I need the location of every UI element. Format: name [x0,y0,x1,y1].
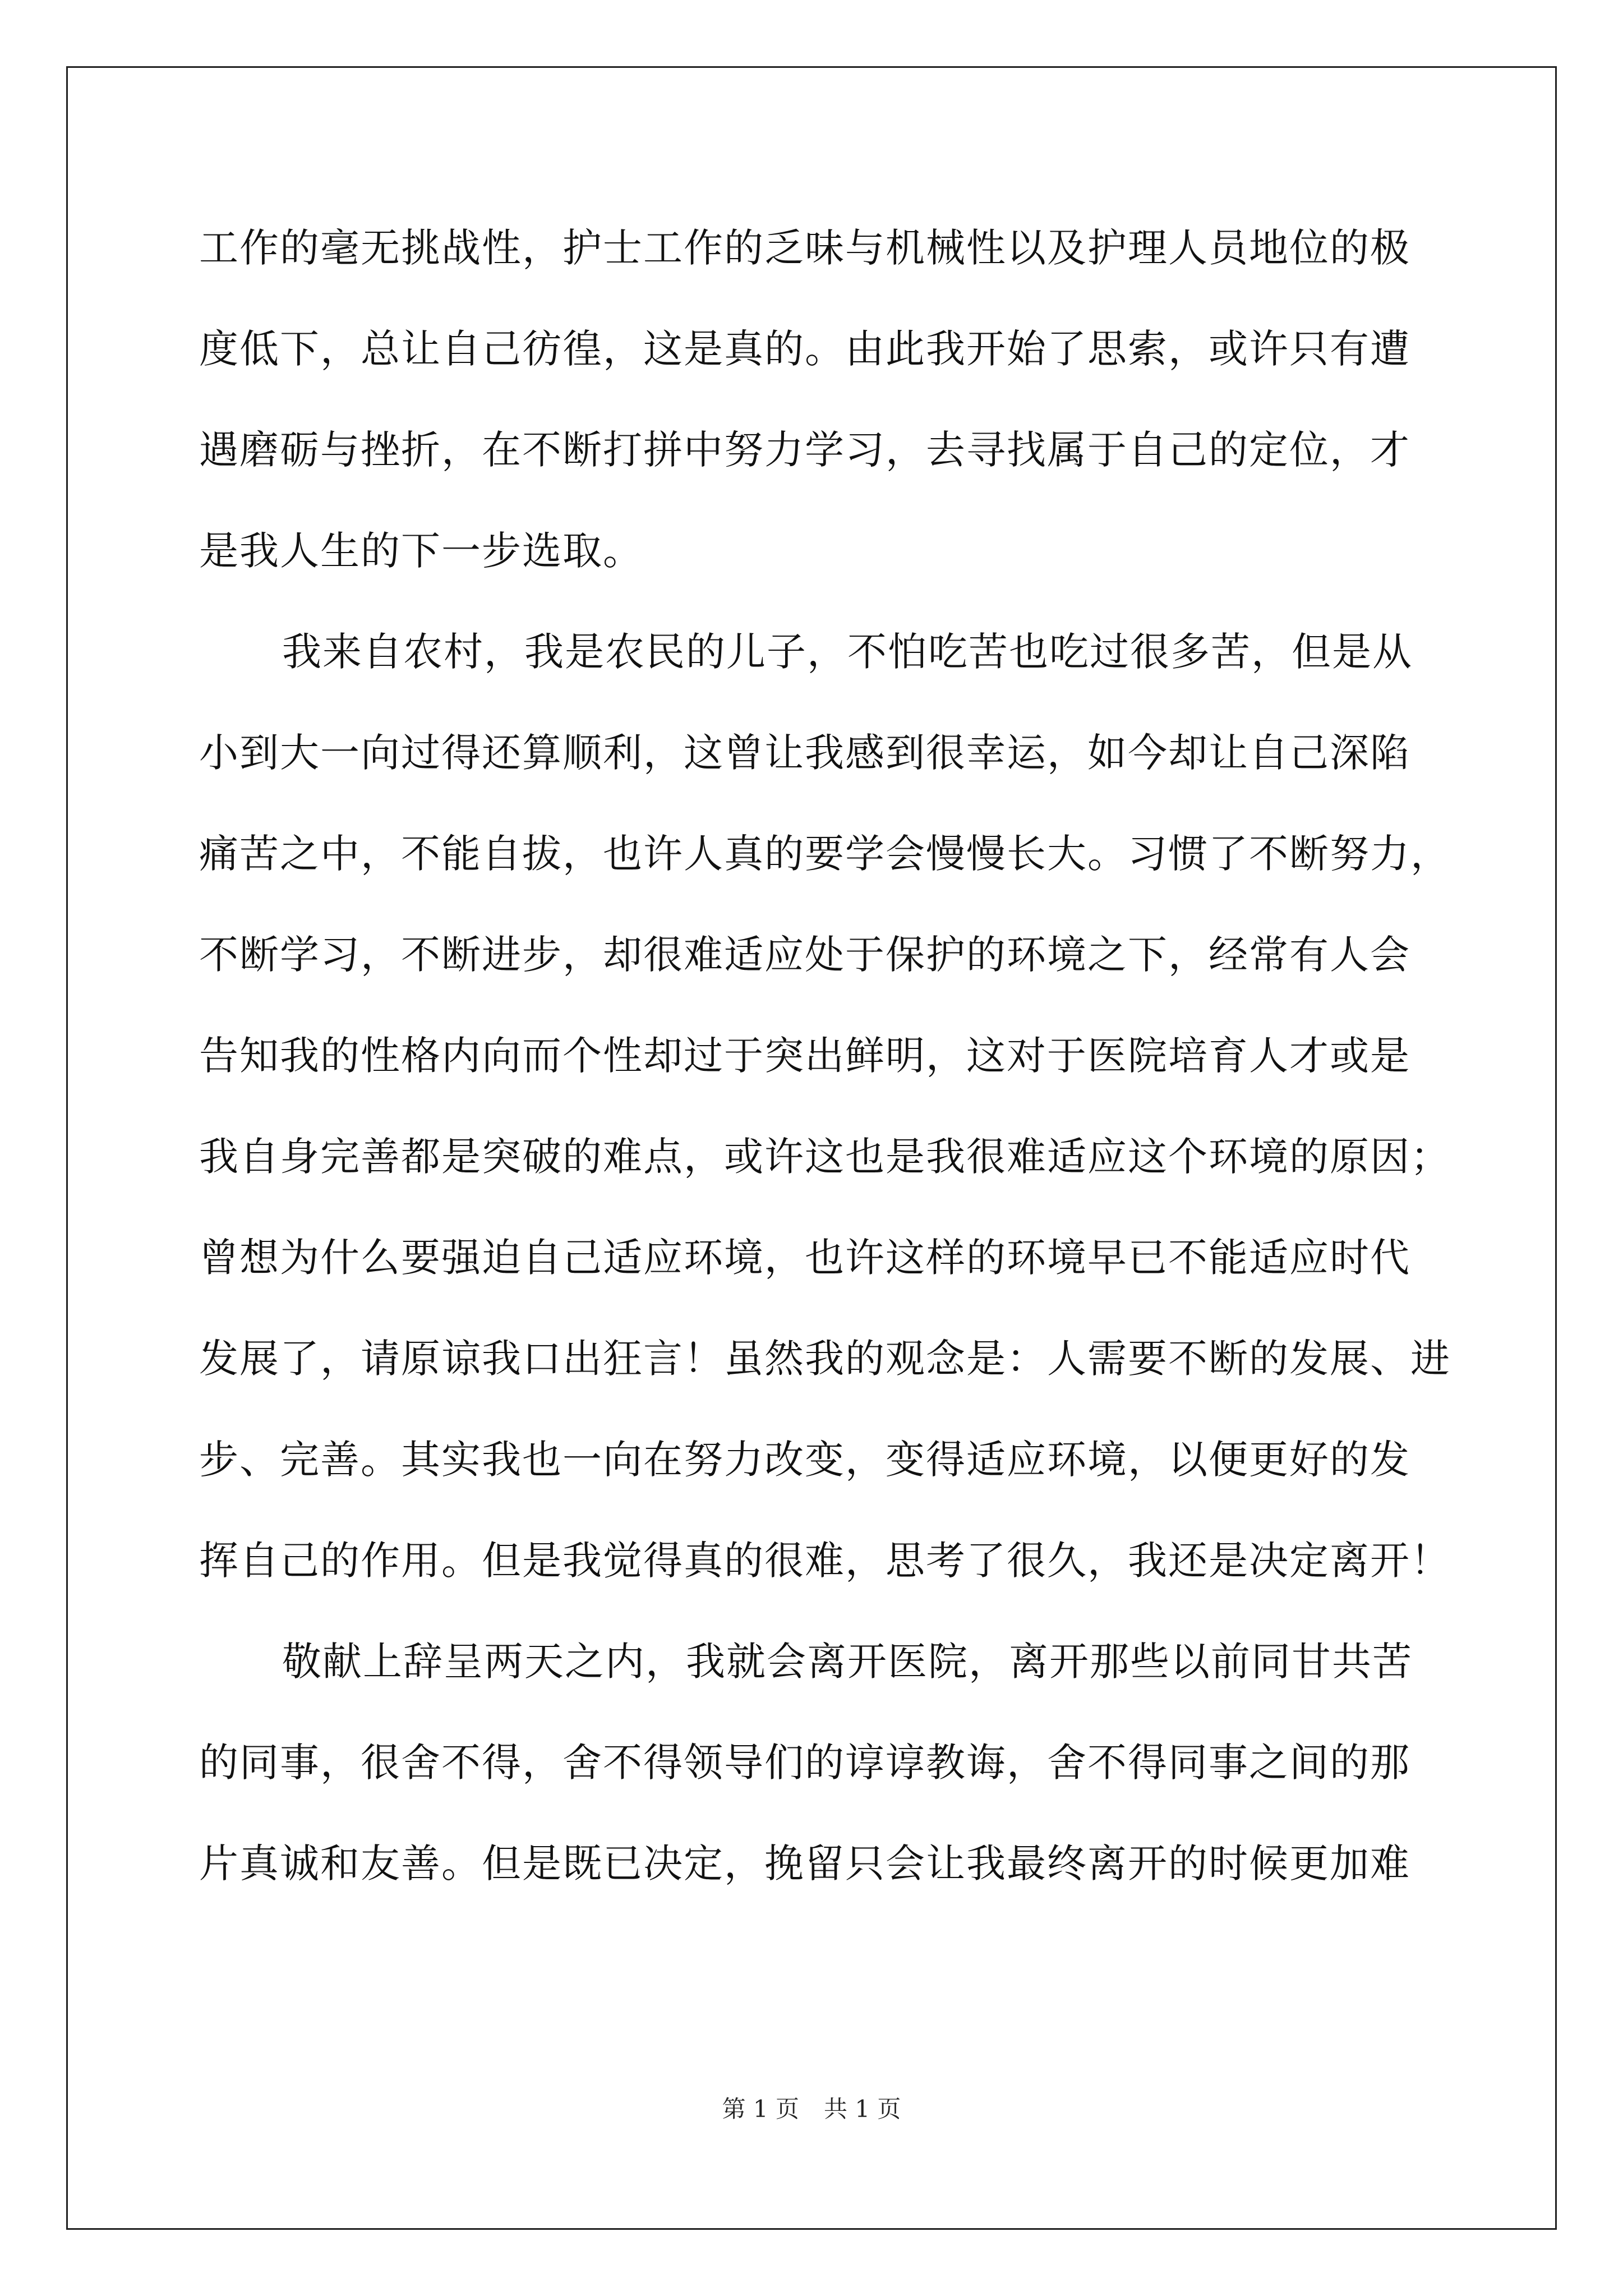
text-line: 步、完善。其实我也一向在努力改变，变得适应环境，以便更好的发 [199,1437,1410,1483]
page-footer [0,2092,1623,2126]
text-line: 我自身完善都是突破的难点，或许这也是我很难适应这个环境的原因； [199,1134,1451,1180]
text-line: 度低下，总让自己彷徨，这是真的。由此我开始了思索，或许只有遭 [199,326,1410,372]
text-line: 痛苦之中，不能自拔，也许人真的要学会慢慢长大。习惯了不断努力， [199,831,1451,877]
text-line: 发展了，请原谅我口出狂言！虽然我的观念是：人需要不断的发展、进 [199,1336,1451,1382]
text-line: 曾想为什么要强迫自己适应环境，也许这样的环境早已不能适应时代 [199,1235,1410,1281]
text-line: 的同事，很舍不得，舍不得领导们的谆谆教诲，舍不得同事之间的那 [199,1740,1410,1786]
text-line: 不断学习，不断进步，却很难适应处于保护的环境之下，经常有人会 [199,932,1410,978]
document-body [199,220,1451,1936]
text-line: 是我人生的下一步选取。 [199,528,643,574]
text-line: 告知我的性格内向而个性却过于突出鲜明，这对于医院培育人才或是 [199,1033,1410,1079]
page-total: 共 1 页 [824,2095,901,2123]
text-line: 工作的毫无挑战性，护士工作的乏味与机械性以及护理人员地位的极 [199,225,1410,271]
page-number: 第 1 页 [722,2095,799,2123]
text-line: 挥自己的作用。但是我觉得真的很难，思考了很久，我还是决定离开！ [199,1538,1451,1584]
text-line: 小到大一向过得还算顺利，这曾让我感到很幸运，如今却让自己深陷 [199,730,1410,776]
text-line: 片真诚和友善。但是既已决定，挽留只会让我最终离开的时候更加难 [199,1841,1410,1887]
text-line: 遇磨砺与挫折，在不断打拼中努力学习，去寻找属于自己的定位，才 [199,427,1410,473]
paragraph-start-line: 敬献上辞呈两天之内，我就会离开医院，离开那些以前同甘共苦 [282,1639,1413,1685]
paragraph-start-line: 我来自农村，我是农民的儿子，不怕吃苦也吃过很多苦，但是从 [282,629,1413,675]
